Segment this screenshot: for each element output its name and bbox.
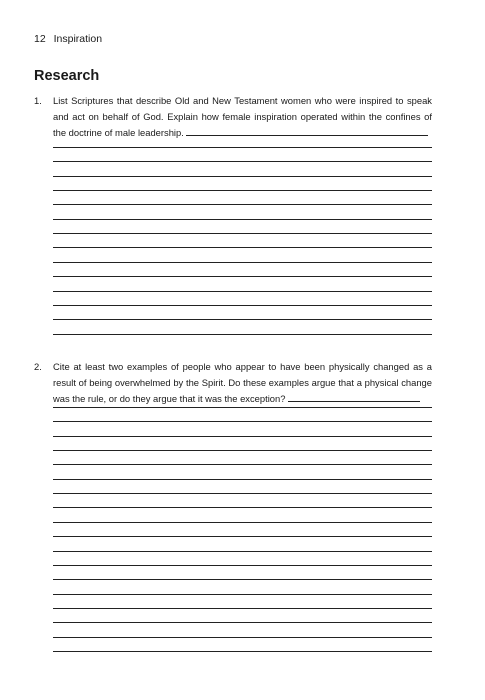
answer-line[interactable] (53, 651, 432, 652)
answer-line[interactable] (53, 147, 432, 148)
answer-line[interactable] (53, 319, 432, 320)
question-1 (34, 93, 432, 141)
answer-line-inline[interactable] (186, 126, 428, 136)
answer-line[interactable] (53, 421, 432, 422)
answer-line[interactable] (53, 276, 432, 277)
answer-line[interactable] (53, 219, 432, 220)
section-title: Research (34, 68, 100, 84)
answer-line[interactable] (53, 204, 432, 205)
answer-line[interactable] (53, 247, 432, 248)
answer-line[interactable] (53, 176, 432, 177)
answer-line[interactable] (53, 565, 432, 566)
answer-line[interactable] (53, 479, 432, 480)
answer-line[interactable] (53, 608, 432, 609)
answer-line[interactable] (53, 450, 432, 451)
answer-line-inline[interactable] (288, 392, 420, 402)
answer-line[interactable] (53, 233, 432, 234)
answer-line[interactable] (53, 622, 432, 623)
answer-line[interactable] (53, 436, 432, 437)
question-text-block (53, 93, 432, 141)
answer-line[interactable] (53, 334, 432, 335)
answer-line[interactable] (53, 190, 432, 191)
answer-line[interactable] (53, 262, 432, 263)
answer-line[interactable] (53, 507, 432, 508)
chapter-title: Inspiration (53, 33, 103, 45)
question-number: 1. (34, 95, 42, 106)
answer-line[interactable] (53, 407, 432, 408)
answer-line[interactable] (53, 464, 432, 465)
answer-line[interactable] (53, 579, 432, 580)
question-text: Cite at least two examples of people who appear to have been physically changed as a result of being overwhelmed by the Spirit. Do these examples argue that a physical change was the rule, or do they argue that it was the exception? (53, 361, 432, 404)
question-text-block (53, 359, 432, 407)
question-number: 2. (34, 361, 42, 372)
answer-line[interactable] (53, 551, 432, 552)
answer-line[interactable] (53, 161, 432, 162)
answer-line[interactable] (53, 493, 432, 494)
answer-line[interactable] (53, 291, 432, 292)
running-head (34, 33, 102, 45)
answer-line[interactable] (53, 594, 432, 595)
page-number: 12 (34, 33, 46, 45)
question-2 (34, 359, 432, 407)
answer-line[interactable] (53, 305, 432, 306)
answer-line[interactable] (53, 637, 432, 638)
question-text: List Scriptures that describe Old and New Testament women who were inspired to speak and act on behalf of God. Explain how female inspiration operated within the confines of the doctrine of male leadership. (53, 95, 432, 138)
answer-line[interactable] (53, 536, 432, 537)
answer-line[interactable] (53, 522, 432, 523)
